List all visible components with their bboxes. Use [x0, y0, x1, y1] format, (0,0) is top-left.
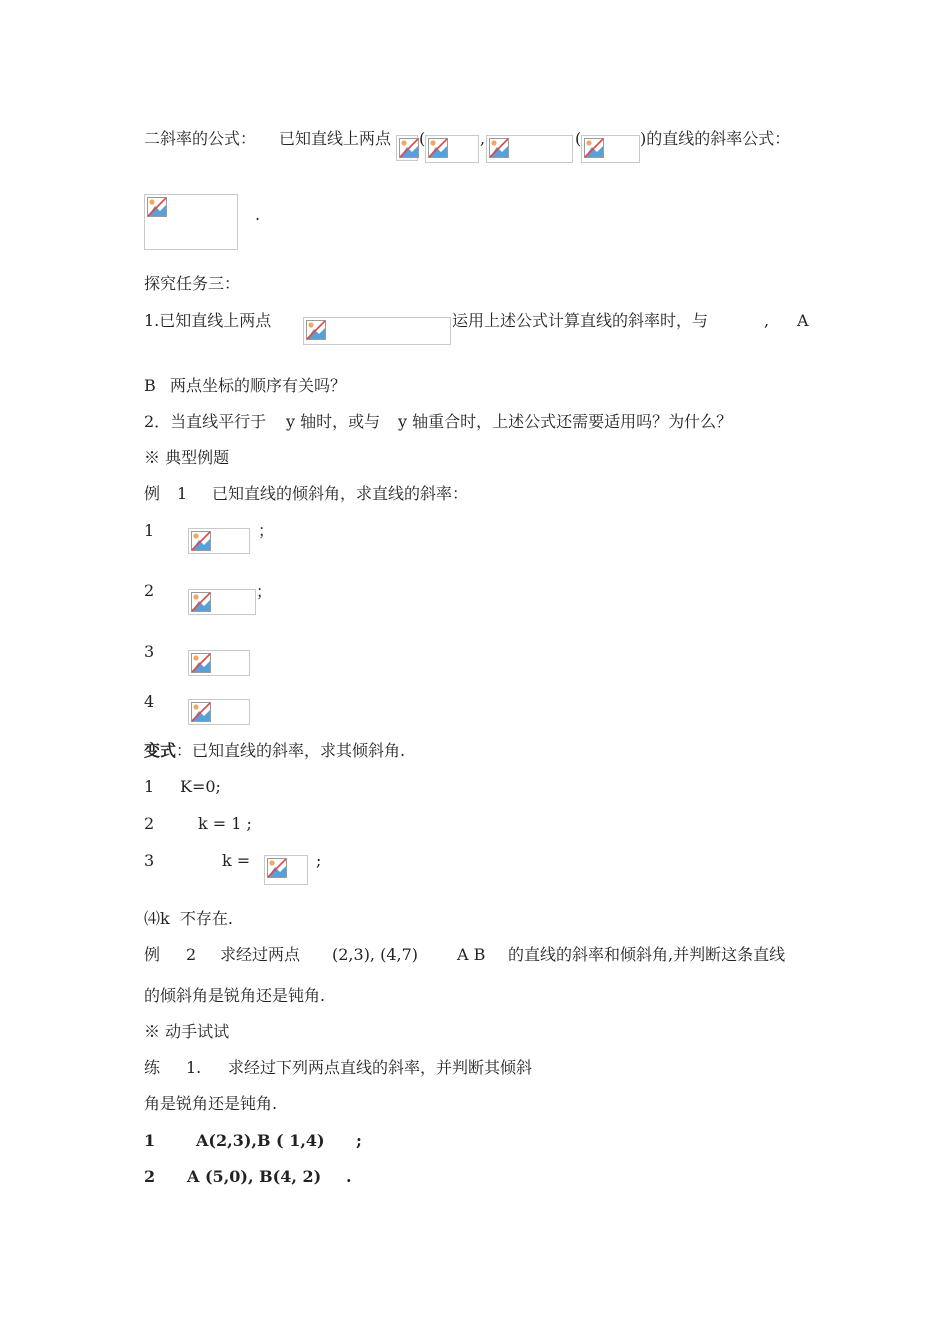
task3-q1-start: 1.已知直线上两点 [144, 311, 272, 330]
section-title-slope-formula: 二斜率的公式： [144, 129, 257, 148]
formula-intro-text: 已知直线上两点 [279, 129, 392, 148]
example2-label: 例 [144, 945, 161, 964]
broken-image-icon [191, 702, 211, 722]
broken-image-icon [489, 138, 509, 158]
example1-item-number: 2 [144, 581, 155, 600]
practice1-text: 求经过下列两点直线的斜率，并判断其倾斜 [228, 1058, 533, 1077]
task3-title: 探究任务三： [144, 274, 241, 293]
practice1-number: 1. [186, 1058, 202, 1077]
broken-image-icon [147, 197, 167, 217]
practice1-text-end: 角是锐角还是钝角. [144, 1094, 278, 1113]
practice-item-text: A (5,0), B(4, 2) [187, 1167, 322, 1186]
example1-number: 1 [177, 484, 188, 503]
task3-q2-start: 2．当直线平行于 [144, 412, 267, 431]
example2-number: 2 [186, 945, 197, 964]
task3-q2-middle: y 轴时，或与 [286, 412, 381, 431]
broken-image-icon [399, 138, 419, 158]
task3-q1-end: 两点坐标的顺序有关吗？ [170, 376, 347, 395]
variant-item-text: k = [222, 851, 251, 870]
paren-open: ( [419, 129, 426, 148]
example1-item-number: 3 [144, 642, 155, 661]
angle-image-3 [188, 650, 250, 676]
practice-item-end: ; [356, 1131, 362, 1150]
variant-item-4: ⑷k 不存在. [144, 909, 233, 928]
variant-item-text: K=0; [180, 777, 221, 796]
formula-tail-text: )的直线的斜率公式： [640, 129, 791, 148]
broken-image-icon [191, 592, 211, 612]
task3-q2-end: y 轴重合时，上述公式还需要适用吗？为什么？ [398, 412, 733, 431]
broken-image-icon [306, 320, 326, 340]
example2-points: A B [457, 945, 486, 964]
practice-item-text: A(2,3),B ( 1,4) [196, 1131, 325, 1150]
example1-item-suffix: ； [258, 521, 275, 540]
formula-period: . [255, 205, 261, 224]
example1-label: 例 [144, 484, 161, 503]
practice-item-number: 2 [144, 1167, 156, 1186]
variant-text: ：已知直线的斜率，求其倾斜角. [176, 741, 406, 760]
angle-image-4 [188, 699, 250, 725]
variant-item-suffix: ; [316, 851, 322, 870]
task3-q1-point-a: A [797, 311, 809, 330]
variant-item-number: 1 [144, 777, 155, 796]
paren-open-2: ( [575, 129, 582, 148]
angle-image-2 [188, 589, 256, 615]
variant-item-text: k = 1 ; [198, 814, 252, 833]
formula-image-y1 [486, 135, 573, 163]
formula-image-p2 [581, 135, 640, 163]
task3-q1-middle: 运用上述公式计算直线的斜率时，与 [452, 311, 709, 330]
example2-text-end: 的倾斜角是锐角还是钝角. [144, 986, 326, 1005]
example1-item-suffix: ； [256, 582, 273, 601]
practice-item-end: . [346, 1167, 352, 1186]
variant-item-number: 3 [144, 851, 155, 870]
task3-q1-point-b: B [144, 376, 156, 395]
comma: , [480, 129, 486, 148]
slope-formula-image [144, 194, 238, 250]
example2-text-cont: 的直线的斜率和倾斜角,并判断这条直线 [508, 945, 786, 964]
practice1-label: 练 [144, 1058, 161, 1077]
practice-item-number: 1 [144, 1131, 156, 1150]
example1-item-number: 4 [144, 692, 155, 711]
examples-title: ※ 典型例题 [144, 448, 230, 467]
practice-title: ※ 动手试试 [144, 1022, 230, 1041]
angle-image-1 [188, 528, 250, 554]
example1-item-number: 1 [144, 521, 155, 540]
variant-label: 变式 [144, 741, 177, 760]
broken-image-icon [191, 653, 211, 673]
formula-image-x1 [425, 135, 479, 163]
task3-q1-comma: , [764, 311, 770, 330]
formula-image-p1 [396, 135, 418, 161]
example2-text: 求经过两点 [220, 945, 301, 964]
broken-image-icon [584, 138, 604, 158]
broken-image-icon [191, 531, 211, 551]
broken-image-icon [428, 138, 448, 158]
broken-image-icon [267, 858, 287, 878]
two-points-image [303, 317, 451, 345]
slope-value-image [264, 855, 308, 885]
example1-text: 已知直线的倾斜角，求直线的斜率： [212, 484, 469, 503]
variant-item-number: 2 [144, 814, 155, 833]
example2-coordinates: (2,3), (4,7) [332, 945, 419, 964]
